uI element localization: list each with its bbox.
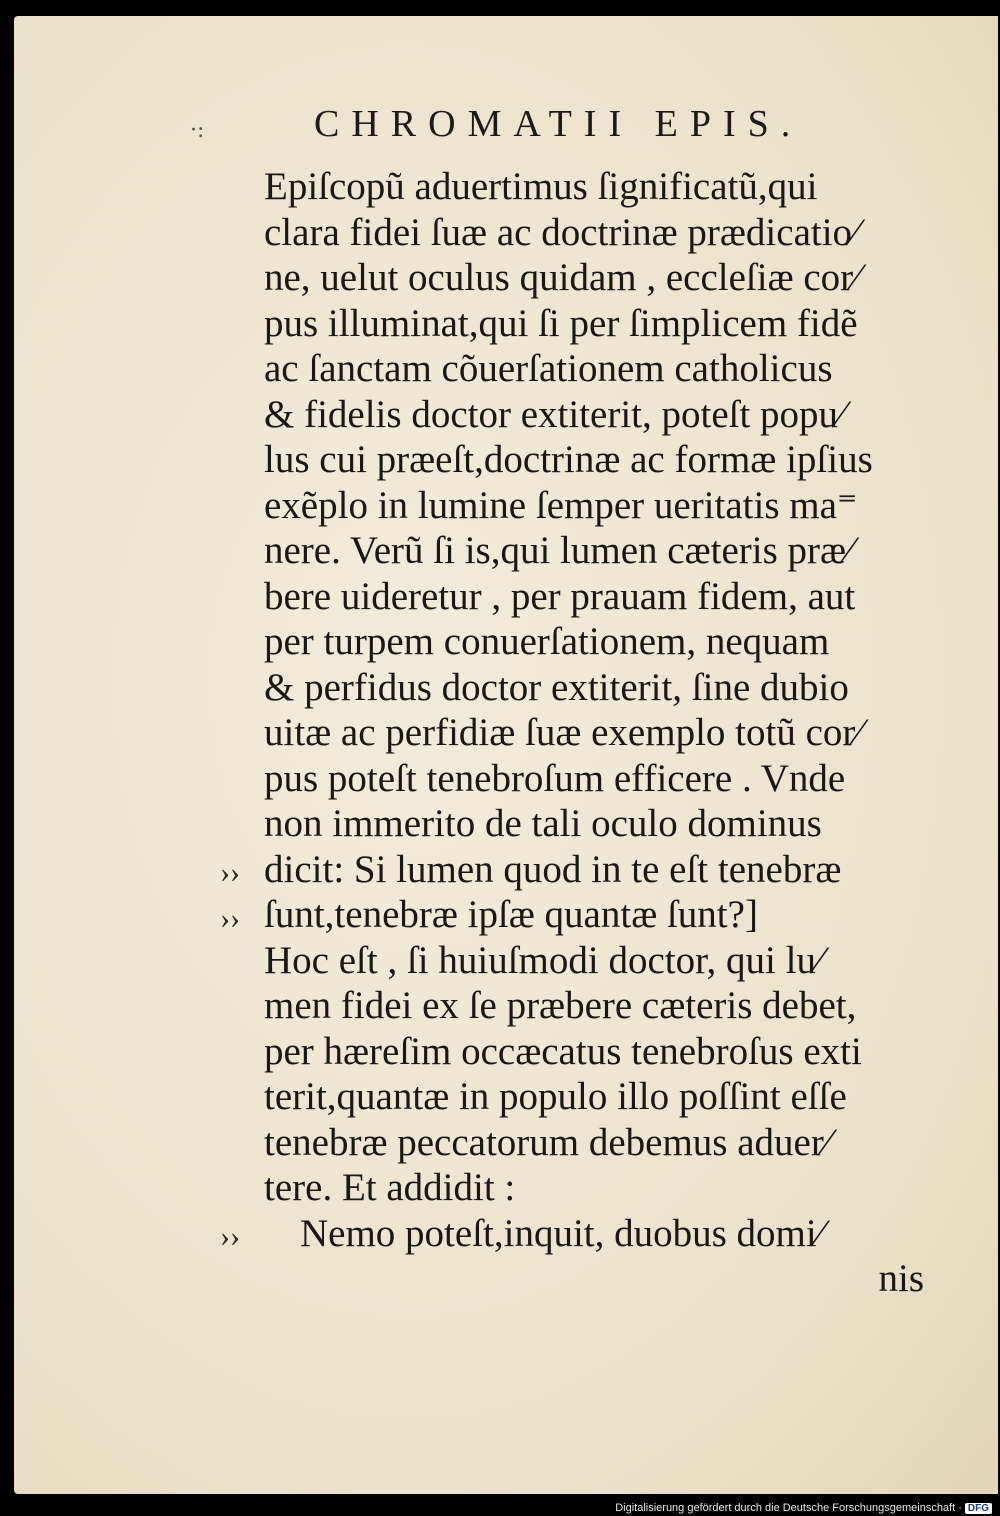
catchword: nis bbox=[878, 1257, 924, 1300]
dfg-logo: DFG bbox=[965, 1503, 992, 1514]
credit-text: Digitalisierung gefördert durch die Deutsche Forschungsgemeinschaft · bbox=[615, 1502, 962, 1514]
text-line: nere. Verũ ſi is,qui lumen cæteris præ⁄ bbox=[264, 529, 853, 572]
book-page bbox=[14, 16, 998, 1494]
text-line: clara fidei ſuæ ac doctrinæ prædicatio⁄ bbox=[264, 210, 859, 254]
quotation-margin-mark: ›› bbox=[220, 902, 240, 935]
text-line: & perfidus doctor extiterit, ſine dubio bbox=[264, 665, 849, 709]
text-line: Epiſcopũ aduertimus ſignificatũ,qui bbox=[264, 165, 818, 208]
text-line: non immerito de tali oculo dominus bbox=[264, 802, 822, 845]
text-line: dicit: Si lumen quod in te eſt tenebræ bbox=[264, 847, 842, 891]
running-title: CHROMATII EPIS. bbox=[314, 103, 803, 145]
text-line: tere. Et addidit : bbox=[264, 1166, 516, 1209]
text-line: bere uideretur , per prauam fidem, aut bbox=[264, 574, 856, 618]
text-line: per hæreſim occæcatus tenebroſus exti bbox=[264, 1029, 862, 1073]
text-line: uitæ ac perfidiæ ſuæ exemplo totũ cor⁄ bbox=[264, 711, 862, 754]
text-line: lus cui præeſt,doctrinæ ac formæ ipſius bbox=[264, 438, 873, 481]
text-line: pus illuminat,qui ſi per ſimplicem fidẽ bbox=[264, 301, 858, 345]
text-line: pus poteſt tenebroſum efficere . Vnde bbox=[264, 756, 846, 800]
quotation-margin-mark: ›› bbox=[220, 856, 240, 889]
text-line: per turpem conuerſationem, nequam bbox=[264, 620, 830, 663]
text-line: Hoc eſt , ſi huiuſmodi doctor, qui lu⁄ bbox=[264, 938, 823, 982]
text-line: exẽplo in lumine ſemper ueritatis ma⁼ bbox=[264, 483, 858, 527]
digitization-credit bbox=[615, 1502, 992, 1514]
text-line: ac ſanctam cõuerſationem catholicus bbox=[264, 347, 833, 390]
text-line: Nemo poteſt,inquit, duobus domi⁄ bbox=[300, 1211, 824, 1255]
text-line: & fidelis doctor extiterit, poteſt popu⁄ bbox=[264, 392, 845, 436]
quotation-margin-mark: ›› bbox=[220, 1220, 240, 1253]
text-line: ſunt,tenebræ ipſæ quantæ ſunt?] bbox=[264, 893, 758, 936]
text-line: tenebræ peccatorum debemus aduer⁄ bbox=[264, 1120, 831, 1164]
text-line: ne, uelut oculus quidam , eccleſiæ cor⁄ bbox=[264, 256, 860, 299]
body-text bbox=[264, 164, 924, 1302]
text-line: terit,quantæ in populo illo poſſint eſſe bbox=[264, 1075, 847, 1118]
ink-smudge: ·: bbox=[190, 118, 205, 143]
text-line: men fidei ex ſe præbere cæteris debet, bbox=[264, 984, 857, 1027]
